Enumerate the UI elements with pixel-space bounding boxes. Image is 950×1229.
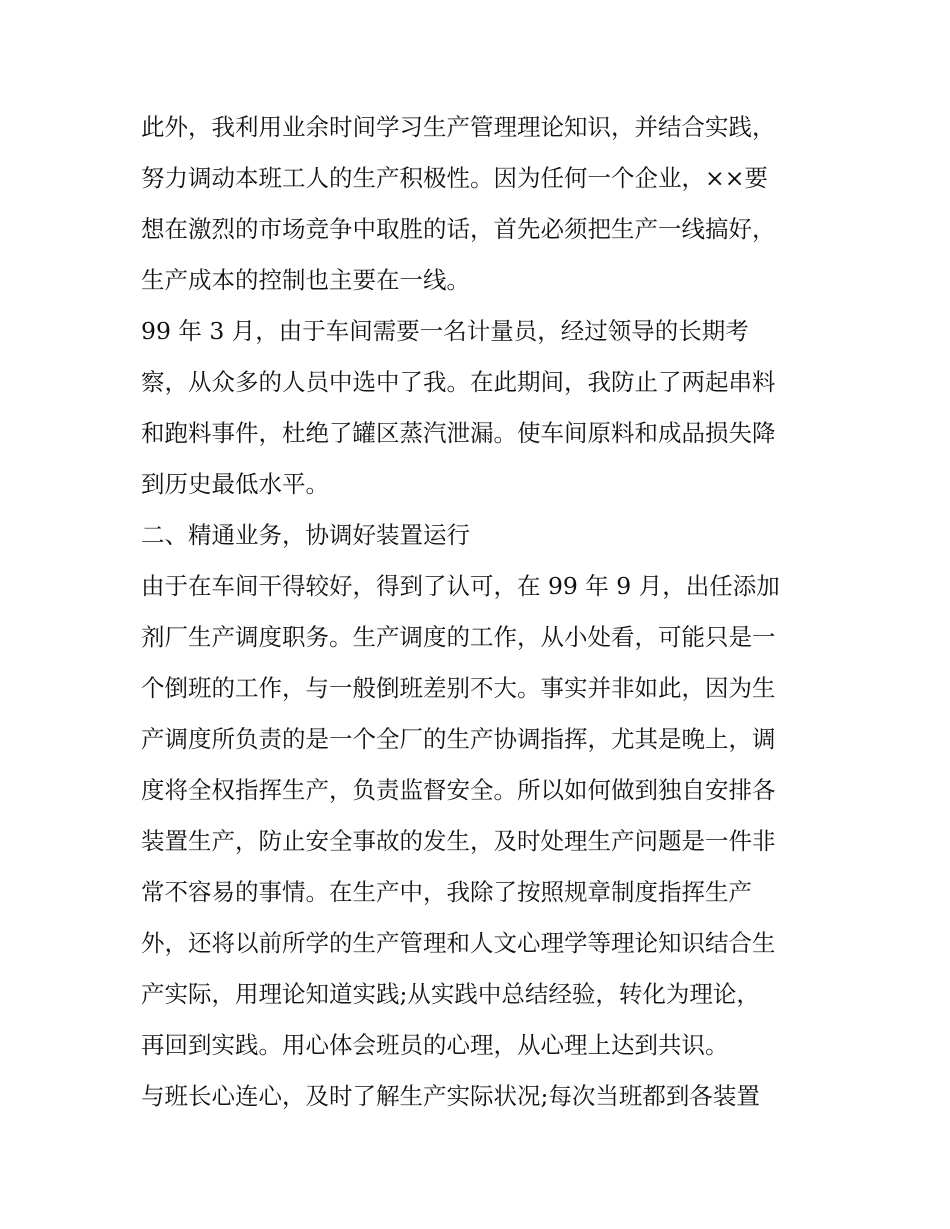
text-line: 生产成本的控制也主要在一线。 (141, 266, 470, 294)
text-line: 常不容易的事情。在生产中，我除了按照规章制度指挥生产 (141, 878, 752, 906)
text-line: 个倒班的工作，与一般倒班差别不大。事实并非如此，因为生 (141, 674, 776, 702)
text-line: 产调度所负责的是一个全厂的生产协调指挥，尤其是晚上，调 (141, 725, 776, 753)
text-line: 和跑料事件，杜绝了罐区蒸汽泄漏。使车间原料和成品损失降 (141, 419, 776, 447)
text-line: 剂厂生产调度职务。生产调度的工作，从小处看，可能只是一 (141, 623, 776, 651)
text-line: 装置生产，防止安全事故的发生，及时处理生产问题是一件非 (141, 827, 776, 855)
text-line: 99 年 3 月，由于车间需要一名计量员，经过领导的长期考 (141, 317, 749, 345)
text-line: 由于在车间干得较好，得到了认可，在 99 年 9 月，出任添加 (141, 572, 780, 600)
text-line: 察，从众多的人员中选中了我。在此期间，我防止了两起串料 (141, 368, 776, 396)
text-line: 度将全权指挥生产，负责监督安全。所以如何做到独自安排各 (141, 776, 776, 804)
text-line: 与班长心连心，及时了解生产实际状况;每次当班都到各装置 (141, 1082, 760, 1110)
text-line: 再回到实践。用心体会班员的心理，从心理上达到共识。 (141, 1031, 729, 1059)
text-line: 想在激烈的市场竞争中取胜的话，首先必须把生产一线搞好， (141, 215, 776, 243)
text-line: 外，还将以前所学的生产管理和人文心理学等理论知识结合生 (141, 929, 776, 957)
text-line: 努力调动本班工人的生产积极性。因为任何一个企业，××要 (141, 164, 768, 192)
text-line: 此外，我利用业余时间学习生产管理理论知识，并结合实践， (141, 113, 776, 141)
section-heading: 二、精通业务，协调好装置运行 (141, 521, 470, 549)
text-line: 到历史最低水平。 (141, 470, 329, 498)
text-line: 产实际，用理论知道实践;从实践中总结经验，转化为理论， (141, 980, 760, 1008)
